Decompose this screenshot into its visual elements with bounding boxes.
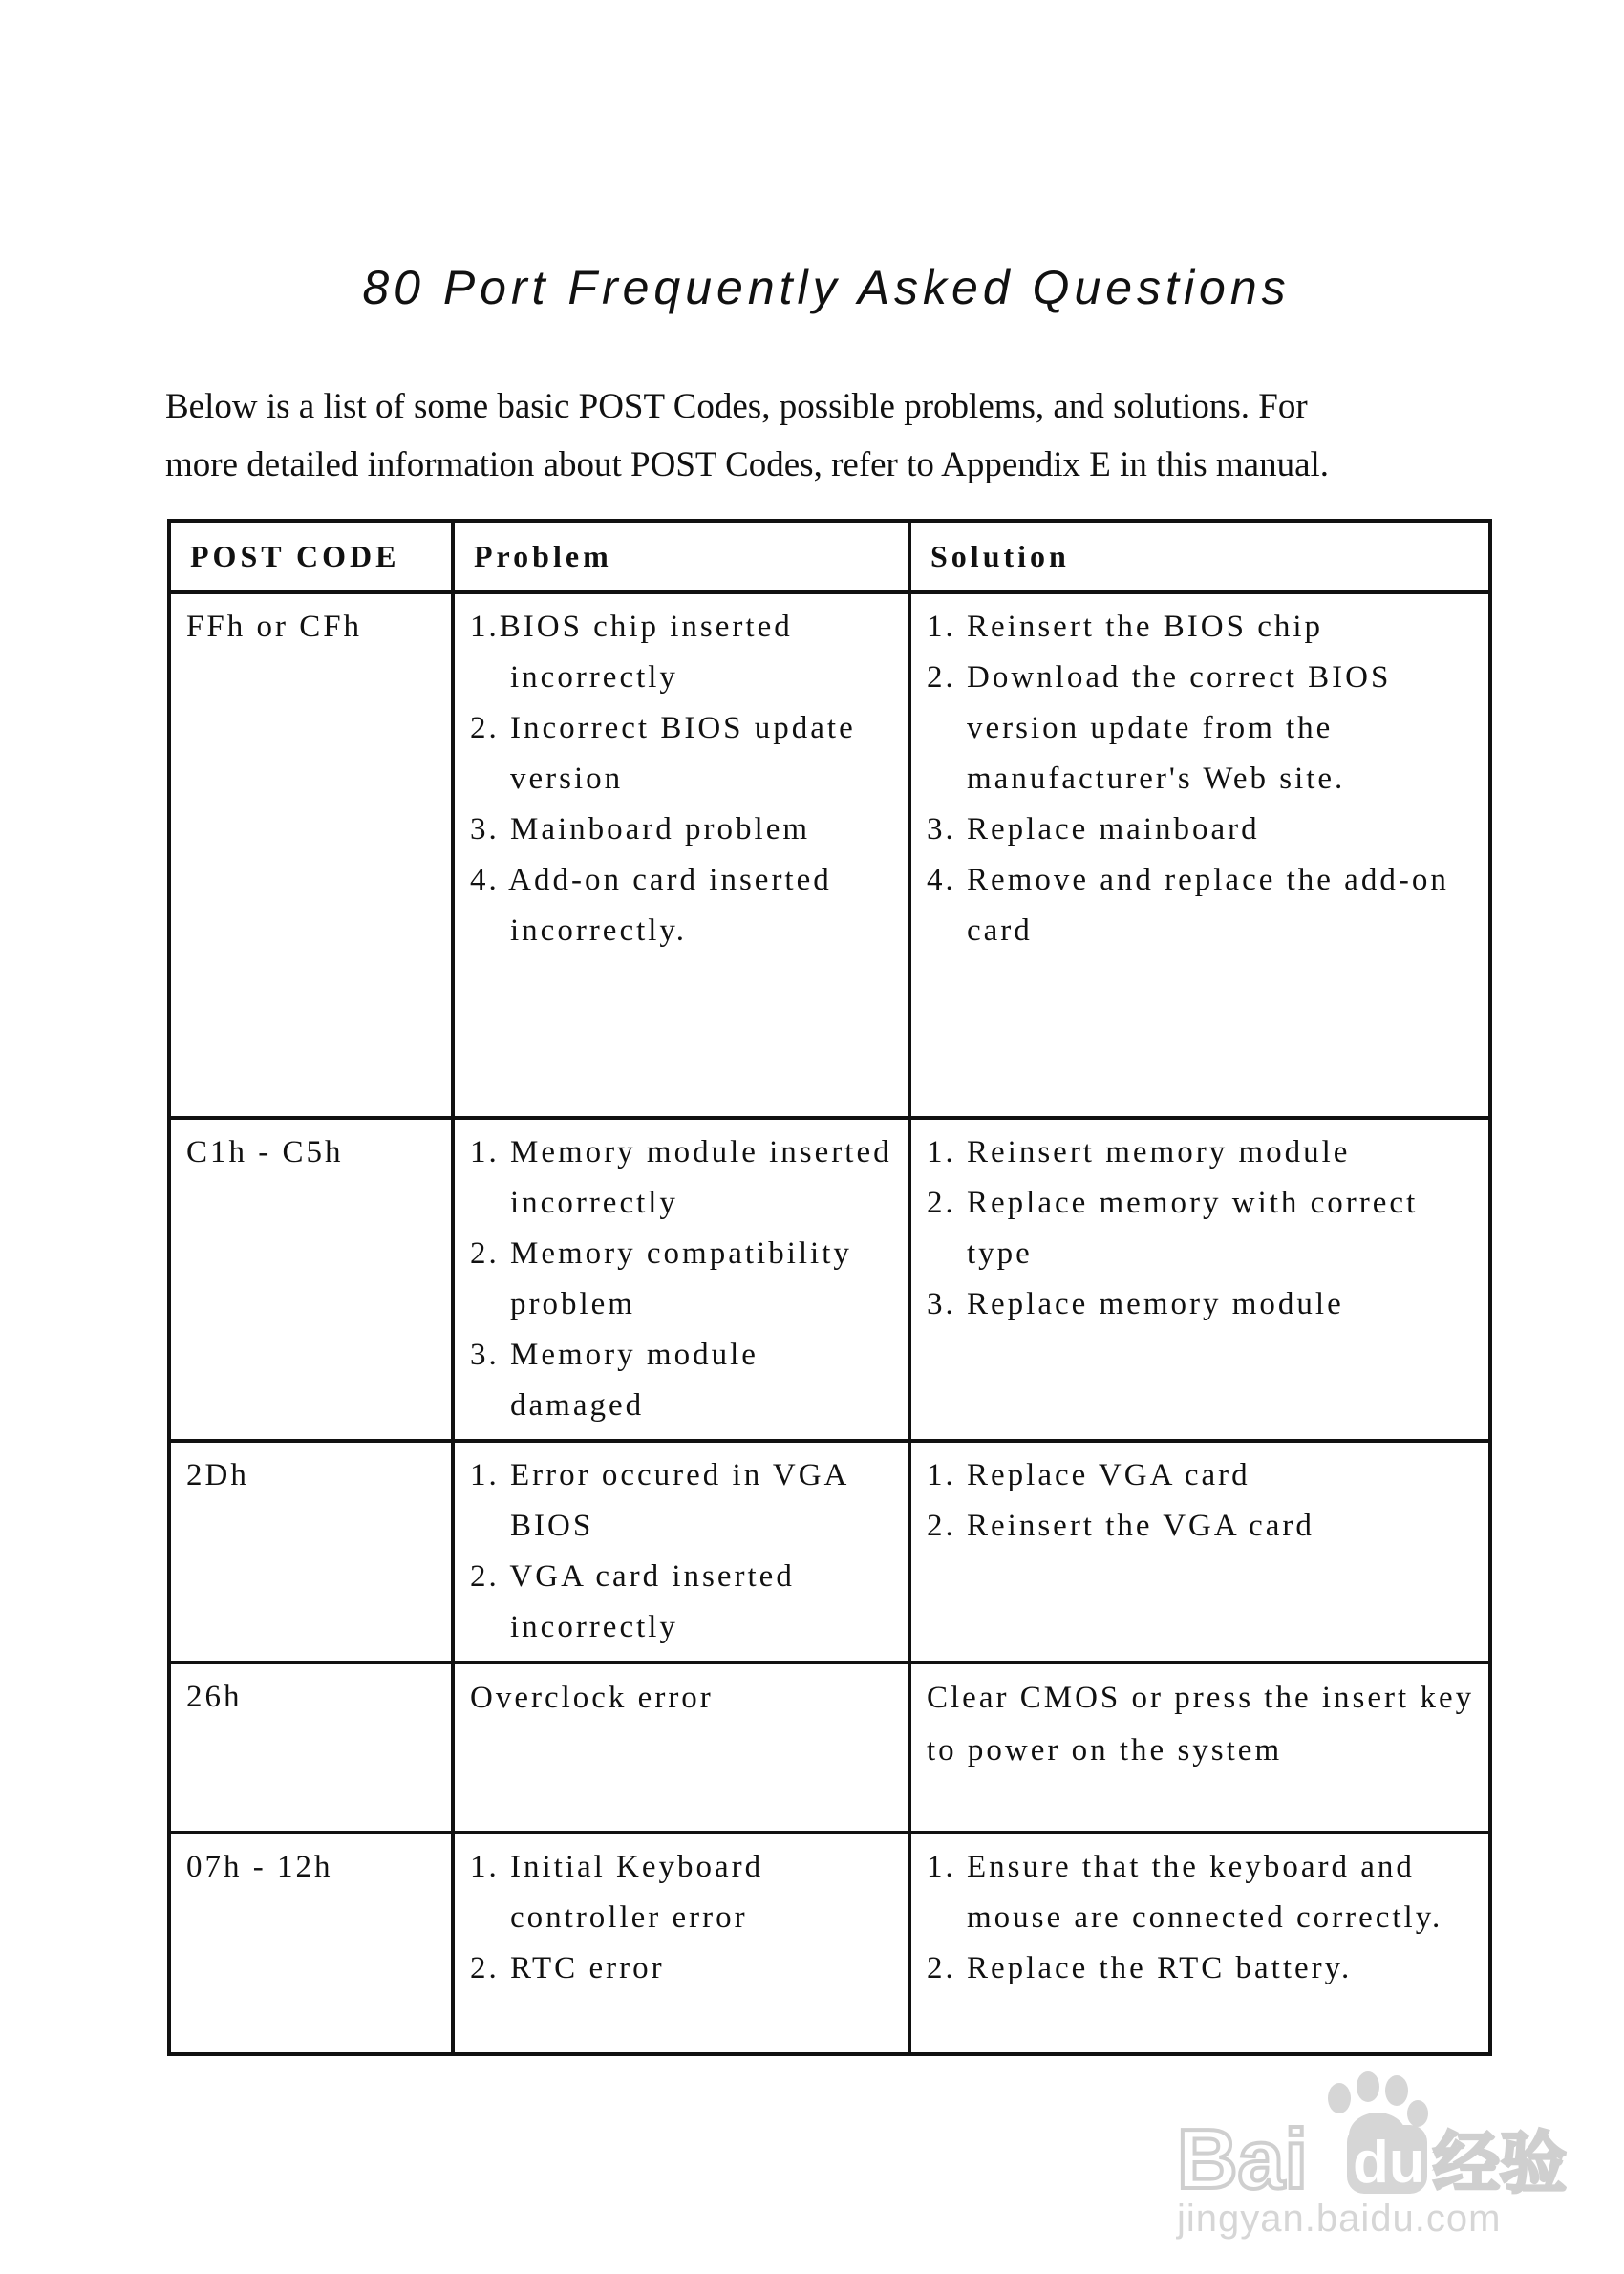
solution-cell <box>909 592 1490 1118</box>
header-solution: Solution <box>909 521 1490 592</box>
problem-item: 2. Memory compatibility problem <box>470 1236 852 1321</box>
solution-cell <box>909 1663 1490 1833</box>
page-title: 80 Port Frequently Asked Questions <box>362 261 1291 314</box>
intro-line-2: more detailed information about POST Codes, refer to Appendix E in this manual. <box>165 445 1330 484</box>
table-row <box>169 1118 1490 1441</box>
solution-item: 3. Replace memory module <box>927 1287 1344 1321</box>
post-code-cell: 2Dh <box>169 1441 453 1663</box>
solution-item: 1. Reinsert memory module <box>927 1135 1351 1169</box>
baidu-jingyan-watermark <box>1177 2064 1578 2255</box>
problem-item: 1. Memory module inserted incorrectly <box>470 1135 892 1220</box>
post-code-cell: 07h - 12h <box>169 1833 453 2054</box>
watermark-url: jingyan.baidu.com <box>1177 2198 1502 2240</box>
problem-cell <box>453 1118 909 1441</box>
header-post-code: POST CODE <box>169 521 453 592</box>
problem-cell <box>453 592 909 1118</box>
table-header-row <box>169 521 1490 592</box>
post-code-cell: C1h - C5h <box>169 1118 453 1441</box>
post-code-cell: FFh or CFh <box>169 592 453 1118</box>
intro-line-1: Below is a list of some basic POST Codes, possible problems, and solutions. For <box>165 387 1308 426</box>
svg-text:du: du <box>1353 2130 1425 2196</box>
post-code-cell: 26h <box>169 1663 453 1833</box>
problem-item: 4. Add-on card inserted incorrectly. <box>470 863 832 948</box>
solution-cell <box>909 1441 1490 1663</box>
solution-item: 2. Replace the RTC battery. <box>927 1951 1353 1985</box>
problem-item: 1. Initial Keyboard controller error <box>470 1850 764 1935</box>
table-row <box>169 1441 1490 1663</box>
intro-paragraph <box>165 377 1503 494</box>
problem-item: 1.BIOS chip inserted incorrectly <box>470 610 793 695</box>
solution-item: 2. Reinsert the VGA card <box>927 1509 1314 1543</box>
problem-cell <box>453 1663 909 1833</box>
solution-item: 1. Ensure that the keyboard and mouse are connected correctly. <box>927 1850 1443 1935</box>
solution-cell <box>909 1118 1490 1441</box>
problem-item: 3. Mainboard problem <box>470 812 811 847</box>
solution-item: 1. Replace VGA card <box>927 1458 1250 1492</box>
problem-item: 2. Incorrect BIOS update version <box>470 711 856 796</box>
post-code-table <box>167 519 1492 2056</box>
solution-item: 2. Replace memory with correct type <box>927 1186 1419 1271</box>
solution-item: 1. Reinsert the BIOS chip <box>927 610 1324 644</box>
problem-cell <box>453 1833 909 2054</box>
problem-item: 1. Error occured in VGA BIOS <box>470 1458 848 1543</box>
problem-item: Overclock error <box>470 1681 714 1715</box>
problem-item: 2. RTC error <box>470 1951 665 1985</box>
solution-cell <box>909 1833 1490 2054</box>
solution-item: 4. Remove and replace the add-on card <box>927 863 1449 948</box>
svg-text:Bai: Bai <box>1177 2112 1308 2206</box>
table-row <box>169 1663 1490 1833</box>
table-row <box>169 592 1490 1118</box>
header-problem: Problem <box>453 521 909 592</box>
problem-item: 2. VGA card inserted incorrectly <box>470 1559 795 1644</box>
svg-text:经验: 经验 <box>1433 2124 1567 2202</box>
solution-item: Clear CMOS or press the insert key to power on the system <box>927 1681 1475 1768</box>
problem-cell <box>453 1441 909 1663</box>
table-row <box>169 1833 1490 2054</box>
problem-item: 3. Memory module damaged <box>470 1338 759 1423</box>
solution-item: 3. Replace mainboard <box>927 812 1260 847</box>
solution-item: 2. Download the correct BIOS version update from the manufacturer's Web site. <box>927 660 1392 796</box>
